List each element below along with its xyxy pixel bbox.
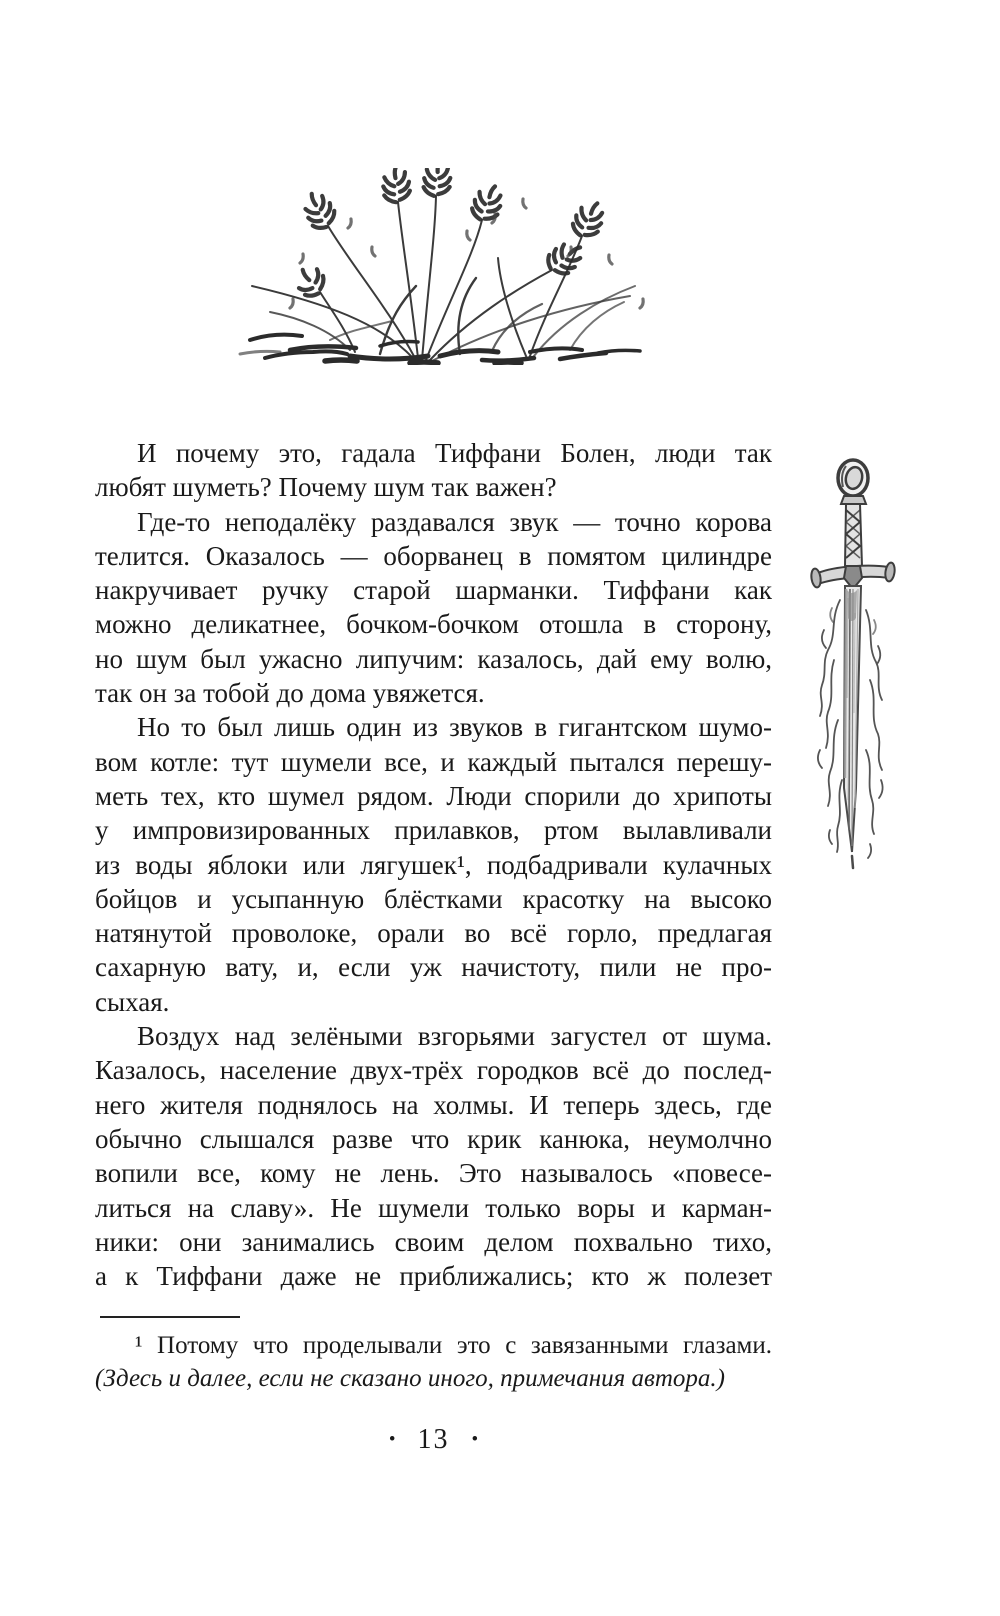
- text-line: у импровизированных прилавков, ртом вылавливали: [95, 815, 772, 846]
- text-line: него жителя поднялось на холмы. И теперь здесь, где: [95, 1089, 772, 1120]
- footer-dot-right: •: [471, 1429, 479, 1450]
- text-line: бойцов и усыпанную блёстками красотку на высоко: [95, 883, 772, 914]
- text-line: натянутой проволоке, орали во всё горло, предлагая: [95, 918, 772, 949]
- text-line: литься на славу». Не шумели только воры и карман-: [95, 1192, 772, 1223]
- text-line: обычно слышался разве что крик канюка, неумолчно: [95, 1123, 772, 1154]
- text-line: меть тех, кто шумел рядом. Люди спорили до хрипоты: [95, 780, 772, 811]
- text-line: Казалось, население двух-трёх городков всё до послед-: [95, 1055, 772, 1086]
- text-line: так он за тобой до дома увяжется.: [95, 678, 485, 709]
- sword-illustration: [800, 448, 900, 870]
- text-line: любят шуметь? Почему шум так важен?: [95, 472, 557, 503]
- body-text: [95, 436, 772, 1293]
- text-line: ники: они занимались своим делом похвально тихо,: [95, 1226, 772, 1257]
- paragraph: [95, 505, 772, 711]
- footer-dot-left: •: [388, 1429, 396, 1450]
- text-line: можно деликатнее, бочком-бочком отошла в сторону,: [95, 609, 772, 640]
- footnote: [95, 1316, 772, 1395]
- text-line: сыхая.: [95, 986, 170, 1017]
- text-line: из воды яблоки или лягушек¹, подбадривали кулачных: [95, 849, 772, 880]
- text-line: сахарную вату, и, если уж начистоту, пили не про-: [95, 952, 772, 983]
- text-line: но шум был ужасно липучим: казалось, дай ему волю,: [95, 643, 772, 674]
- text-line: И почему это, гадала Тиффани Болен, люди так: [137, 438, 772, 468]
- paragraph: [95, 1019, 772, 1293]
- page-number: 13: [417, 1424, 450, 1455]
- text-line: Воздух над зелёными взгорьями загустел от шума.: [137, 1021, 772, 1052]
- footnote-line: ¹ Потому что проделывали это с завязанными глазами.: [135, 1332, 772, 1359]
- page-footer: [95, 1424, 772, 1456]
- grass-illustration: [230, 168, 650, 365]
- text-line: телится. Оказалось — оборванец в помятом цилиндре: [95, 540, 772, 571]
- text-line: накручивает ручку старой шарманки. Тиффани как: [95, 575, 772, 606]
- footnote-divider: [100, 1316, 240, 1318]
- text-line: вопили все, кому не лень. Это называлось «повесе-: [95, 1158, 772, 1189]
- paragraph: [95, 710, 772, 1019]
- paragraph: [95, 436, 772, 505]
- footnote-line: (Здесь и далее, если не сказано иного, примечания автора.): [95, 1365, 725, 1392]
- text-line: а к Тиффани даже не приближались; кто ж полезет: [95, 1261, 772, 1292]
- text-line: Где-то неподалёку раздавался звук — точно корова: [137, 506, 772, 537]
- text-line: вом котле: тут шумели все, и каждый пытался перешу-: [95, 746, 772, 777]
- text-line: Но то был лишь один из звуков в гигантском шумо-: [137, 712, 772, 743]
